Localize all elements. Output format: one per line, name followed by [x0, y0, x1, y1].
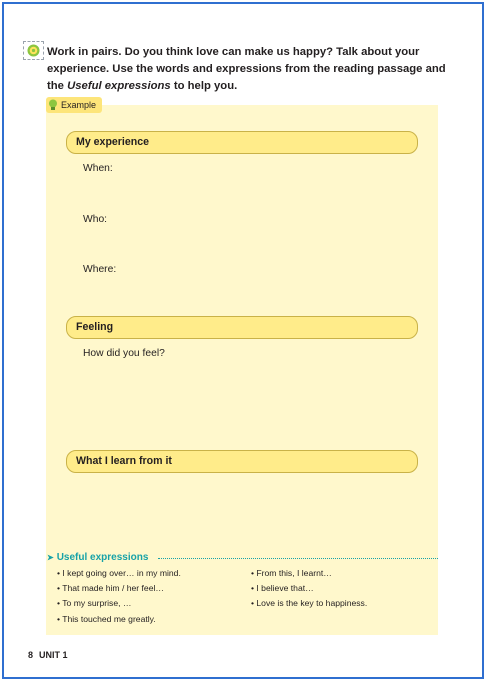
expression-item: • From this, I learnt…: [251, 568, 332, 578]
expression-item: • This touched me greatly.: [57, 613, 156, 624]
instruction-line: experience. Use the words and expressions from the reading passage and: [47, 63, 446, 75]
page-number: 8: [28, 650, 34, 660]
expression-item: • That made him / her feel…: [57, 583, 164, 594]
instruction-line: [47, 78, 447, 95]
expressions-right-column: [251, 566, 367, 612]
learn-heading: What I learn from it: [66, 450, 418, 473]
expressions-left-column: [57, 566, 181, 627]
expression-item: • To my surprise, …: [57, 598, 132, 609]
expression-item: • Love is the key to happiness.: [251, 598, 368, 609]
feeling-prompt: How did you feel?: [83, 348, 165, 359]
useful-expressions-title: [47, 552, 148, 563]
page-footer: [28, 650, 68, 660]
divider: [158, 558, 438, 559]
feeling-heading: Feeling: [66, 316, 418, 339]
example-label: Example: [61, 100, 97, 110]
unit-label: UNIT 1: [39, 650, 68, 660]
instruction-text: the: [47, 80, 68, 92]
lightbulb-icon: [48, 99, 58, 116]
pair-work-icon: [23, 41, 44, 60]
my-experience-heading: My experience: [66, 131, 418, 154]
instruction-line: Work in pairs. Do you think love can make us happy? Talk about your: [47, 46, 420, 58]
expression-item: • I kept going over… in my mind.: [57, 568, 181, 578]
expression-item: • I believe that…: [251, 583, 314, 594]
instruction-emphasis: Useful expressions: [67, 80, 171, 92]
who-field: Who:: [83, 214, 108, 225]
useful-expressions-label: Useful expressions: [56, 552, 149, 563]
when-field: When:: [83, 163, 113, 174]
instruction-text: to help you.: [170, 80, 238, 92]
arrow-icon: ➤: [47, 553, 54, 562]
task-instruction: [47, 44, 447, 95]
where-field: Where:: [83, 264, 117, 275]
example-tag: [46, 97, 102, 113]
